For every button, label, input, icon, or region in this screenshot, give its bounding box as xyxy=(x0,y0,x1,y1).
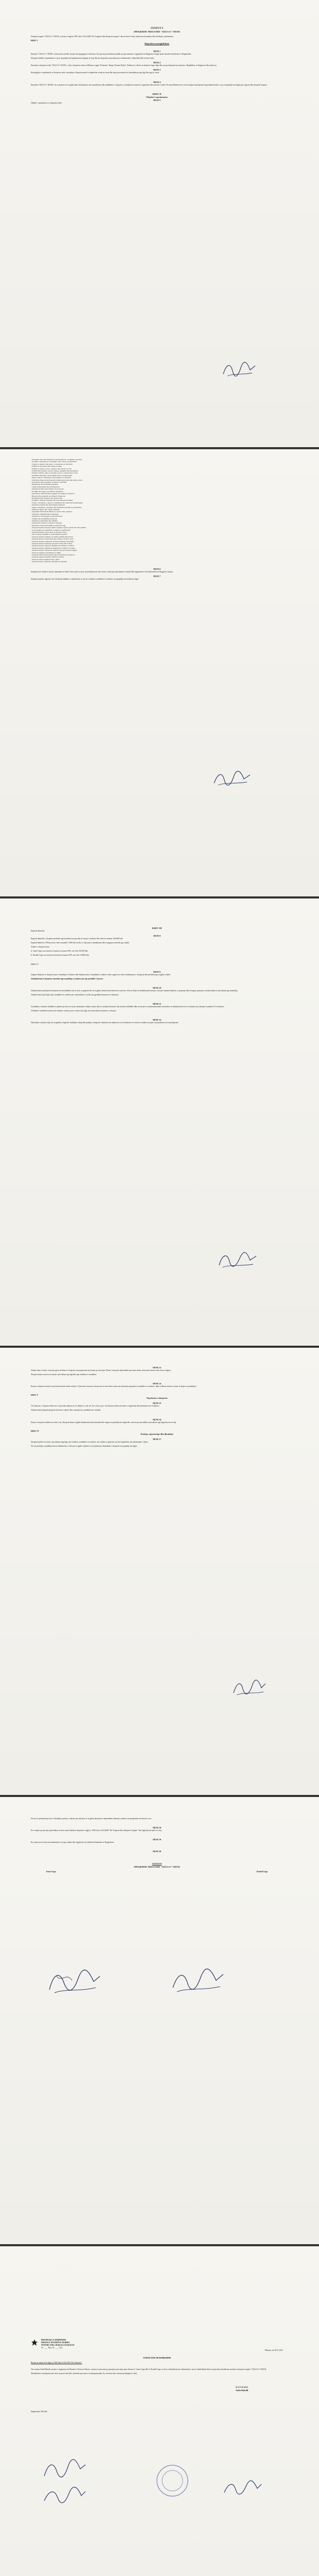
neni-19-text-a: Per ceshtjet qe nuk jane parashikuar ne kete statut zbatohen dispozitat e ligjit nr. 9901 date 14.04.2008 "Per Tregtaret dhe Shoqerite Tregtare" dhe legjislacioni tjeter ne fuqi. xyxy=(31,1829,162,1832)
activity-list-item: - Punime hidroteknike, kanale vaditese, ujesjelles dhe kanalizime xyxy=(31,470,78,472)
neni-1-text2: Shoqeria zhvillon veprimtarine e saj ne perputhje me legjislacionin shqiptar ne fuqi dhe me dispozitat e percaktuara ne dokumentet e themelimit dhe ne kete statut. xyxy=(31,57,155,60)
neni-8-text2: Kapitali ndahet ne 100 kuota me vlere nominale 1.000 leke secila, te cilat jane te nenshkruara dhe te paguara teresisht nga ortaket. xyxy=(31,942,130,944)
neni-20-heading: NENI 20 xyxy=(152,1850,162,1853)
activity-list-item: - Trajnim dhe kualifikim profesional xyxy=(31,517,58,520)
neni-20-text-a: Ky statut hyn ne fuqi me nenshkrimin e tij nga ortaket dhe regjistrohet ne Qendren Kombetare te Regjistrimit. xyxy=(31,1841,115,1844)
neni-10-text2: Administratori jep llogari para asamblese se ortakeve per veprimtarine e tij dhe per gjendjen financiare te shoqerise. xyxy=(31,993,119,996)
neni-10-text: Administratori perfaqeson shoqerine ne marredheniet me te trete, ne gjykate dhe ne te gjitha institucionet shteterore e private. Ai ka te drejte te nenshkruaje kontrata, te kryeje veprime bankare, te punesoje dhe te largoje punonjes, brenda kufijve te percaktuar nga asambleja. xyxy=(31,989,238,992)
page-1 xyxy=(0,0,319,448)
signature-party-1 xyxy=(41,2458,87,2483)
activity-list-item: - Perfaqesim i firmave te huaja ne Shqiperi xyxy=(31,522,62,524)
activity-list-item: - Shoqeria mban librat kontabel sipas standardeve kombetare xyxy=(31,554,75,556)
neni-8-heading: NENI 8 xyxy=(153,935,161,938)
signature-partner-2 xyxy=(170,1967,226,1998)
signature-page-3 xyxy=(216,1249,257,1272)
neni-18-intro: Ne rast se perfundon procesi i likuidimit, pasuria e mbetur pas shlyerjes se te gjitha detyrimeve shperndahet ndermjet ortakeve ne perpjesetim me kuotat e tyre. xyxy=(31,1818,152,1820)
activity-list-item: - Shoqeria zbaton rregullat e mbrojtjes se mjedisit xyxy=(31,561,67,563)
activity-list-item: - Sherbime sigurie dhe ruajtje objektesh xyxy=(31,508,60,511)
kreu-2-heading: KREU II xyxy=(152,92,162,95)
intro-text: Shoqeria tregtare "GEGA-G" SH.P.K. ne baze te ligjit nr 9901 date 14.04.2008 "Per Tregtaret dhe Shoqerite tregtare" dhe ne baze te ketij statuti jane themeluar dhe zhvillojne veprimtarine. xyxy=(31,36,174,38)
signature-party-2 xyxy=(41,2483,87,2509)
activity-list-item: - Sherbime te teknologjise se informacionit xyxy=(31,515,62,518)
neni-9-heading: NENI 9 xyxy=(153,970,161,973)
neni-15-text2: Administratori pergatit pasqyrat financiare vjetore dhe ia paraqet ato asamblese per miratim. xyxy=(31,1409,101,1412)
neni-11-heading: NENI 11 xyxy=(152,1003,162,1006)
neni-13-heading: NENI 13 xyxy=(152,1366,162,1369)
kreu-3-heading: KREU III xyxy=(152,927,162,929)
activity-list-item: - Sherbime transporti mallrash dhe udhetaresh brenda dhe jashte vendit xyxy=(31,479,82,481)
activity-list-item: - Shoqeria zbaton legjislacionin e punes xyxy=(31,558,60,561)
neni-2-text: Emertimi i shoqerise eshte "GEGA-G" SH.P.K., selia e shoqerise eshte ne Elbasan, Lagjja "Partizani", Rruga "Kozma Naska", Pallati nr.5, dhe ka te drejten te hape degë dhe zyra perfaqesimi ne territorin e Republikes se Shqiperise dhe jashte saj. xyxy=(31,64,217,67)
page-5 xyxy=(0,1797,319,2245)
certify-text: Une noterja Anila Bakalli, anetare e regjistruar ne Dhomen e Notereve Durres, vertetoj se personat qe paraqiten para meje jane shtetasit Z. Ismet Gega dhe Z. Rushdi Gega, te cilet u identifikuan me dokumentet e tyre te identifikimit dhe ne prani time nenshkruan statutin e shoqerise tregtare "GEGA-G" SH.P.K. xyxy=(31,2368,267,2370)
neni-14-text: Kuotat e shoqerise mund te tjetersohen lirisht midis ortakeve. Tjetersimi i kuotave tek persona te trete behet vetem me miratimin paraprak te asamblese se ortakeve, duke u dhene ortakeve te tjere te drejten e parablerjes. xyxy=(31,1385,197,1388)
neni-7-text: Shoqeria mund te zgjeroje ose te kufizoje objektin e veprimtarise se saj me vendim te asamblese se ortakeve, ne perputhje me kerkesat e ligjit. xyxy=(31,578,139,580)
partner-2-name: Rushdi Gega xyxy=(257,1871,268,1873)
activity-list-item: - Shoqeria mund te marre pjese ne shoqeri te tjera xyxy=(31,531,67,533)
notary-name: Anila Bakalli xyxy=(235,2388,249,2392)
neni-4-text: Emertimi "GEGA-G" SH.P.K. do te perdoret ne te gjitha aktet, dokumentet, korrespondencen dhe publikimet e shoqerise, se bashku me numrin e regjistrimit dhe adresen e selise. Ne marredheniet me te trete shoqeria perfaqesohet nga administratori i saj, ne perputhje me ligjin per tregtaret dhe shoqerite tregtare. xyxy=(31,83,268,86)
neni-6-heading: NENI 6 xyxy=(153,567,161,570)
neni-19-heading: NENI 19 xyxy=(152,1838,162,1841)
neni-1-heading: NENI 1 xyxy=(153,50,161,53)
neni-17-text: Shoqeria prishet ne rastet e percaktuara nga ligji, me vendim te asamblese se ortakeve, me vendim te gjykates ose kur kapitali bie nen minimumin e lejuar. xyxy=(31,1440,148,1443)
activity-list-item: - Shoqeria mund te marre kredi nga bankat e nivelit te dyte xyxy=(31,538,74,540)
activity-list-item: - Perpunim druri, mobilieri dhe artikuj druri xyxy=(31,497,63,499)
activity-list-item: - Instalime hidraulike, termoteknike dhe te kondicionimit xyxy=(31,474,73,477)
certify-text2: Nenshkrimet e mesiperme jane bere ne prani time dhe i perkasin personave te siperpermendur. Ky vertetim nuk verteton permbajtjen e aktit. xyxy=(31,2372,137,2375)
activity-list-item: - Sherbime reklamimi dhe marketingu xyxy=(31,513,59,515)
signature-page-4 xyxy=(232,1677,268,1698)
neni-15-text: Viti financiar i shoqerise fillon me 1 janar dhe mbaron me 31 dhjetor te cdo viti. Per vitin e pare, viti financiar fillon me daten e regjistrimit dhe perfundon me 31 dhjetor. xyxy=(31,1405,160,1408)
activity-list-item: - Organizim aktivitetesh kulturore, sportive dhe argetuese xyxy=(31,511,73,513)
neni-10-heading: NENI 10 xyxy=(152,986,162,989)
activity-list-item: - Agjenci imobiliare, shitblerje dhe qiradhenie pasurish te paluajtshme xyxy=(31,506,82,509)
certify-title: VERTETIM NENSHKRIMI xyxy=(143,2357,171,2360)
neni-8-text3: Ortaket e shoqerise jane: xyxy=(31,946,50,948)
neni-15-heading: NENI 15 xyxy=(152,1402,162,1405)
activity-list-item: - Prodhim i artikujve metalike dhe konstruksione metalike xyxy=(31,499,73,502)
activity-list-item: - Shoqeria mund te zgjeroje objektin me vendim te ortakeve xyxy=(31,545,75,547)
neni-5-heading: NENI 5 xyxy=(153,98,161,101)
activity-list-item: - Shoqeria mund te pajiset me licencat perkatese sipas ligjit xyxy=(31,540,74,543)
kreu-3-subtitle: Kapitali themeltar xyxy=(31,930,45,932)
neni-17-heading: NENI 17 xyxy=(152,1437,162,1440)
partner-1-name: Ismet Gega xyxy=(46,1871,56,1873)
kreu-6-subtitle: Prishja, riperteritja dhe likuidimi xyxy=(140,1432,173,1435)
neni-11-text2: Vendimet e asamblese merren me shumice votash, pervec rasteve kur ligji ose statuti kerkon shumice te cilesuar. xyxy=(31,1010,116,1012)
neni-8-text: Kapitali themeltar i shoqerise perbehet nga kontributi ne para dhe ne natyre i ortakeve dhe eshte ne shumen 100.000 leke. xyxy=(31,938,123,940)
signature-page-2 xyxy=(211,769,252,789)
activity-list-item: - Sherbime kontabiliteti dhe auditimi xyxy=(31,519,58,522)
statute-title: STATUT I xyxy=(150,27,164,30)
activity-list-item: - Ndertime civile dhe industriale, rikonstruksione, restaurime, riparime xyxy=(31,459,82,461)
owner-1: Z. Ismet Gega, me zoterim te kuotave ne masen 50%, me vlere 50.000 leke. xyxy=(31,950,88,953)
activity-list-item: - Shoqeria regjistron ndryshimet ne QKR xyxy=(31,551,61,554)
neni-9-text: Organet drejtuese te shoqerise jane: Asambleja e Ortakeve dhe Administratori. Asambleja e ortakeve eshte organi me i larte vendimmarres i shoqerise dhe perbehet nga te gjithe ortaket. xyxy=(31,973,171,976)
statute-label: STATUTI xyxy=(152,1862,162,1866)
registry-line: Nr. ____ Rep. Nr. ____ Kol. xyxy=(41,2347,63,2349)
activity-list-item: - Shoqeria mund te kryeje te gjitha veprimet tregtare, financiare dhe juridike xyxy=(31,527,86,529)
certify-subtitle: Bazuar ne nenin 22 te ligjit nr.7829 date 01.06.1994 "Per Noterine" xyxy=(31,2362,82,2364)
neni-9-text2: Administratori i shoqerise emerohet nga asambleja e ortakeve per nje periudhe 5 vjecare. xyxy=(31,977,103,980)
fee-line: Shpenzimet: 600 leke xyxy=(31,2410,47,2413)
activity-list-item: - Tregti me shumice dhe pakice e materialeve te ndertimit xyxy=(31,463,73,465)
activity-list-item: - Punime ne gervishtje dhe transporte dheu xyxy=(31,465,62,468)
signature-partner-1 xyxy=(46,1967,103,1998)
chamber-label: DHOMA E NOTEREVE DURRES xyxy=(41,2342,70,2344)
activity-list-item: - Mbikeqyrje dhe kolaudim punimesh xyxy=(31,483,58,486)
page-6 xyxy=(0,2246,319,2576)
date-place: Elbasan, me 06.07.2011 xyxy=(264,2349,283,2352)
owner-2: Z. Rushdi Gega, me zoterim te kuotave ne masen 50%, me vlere 50.000 leke. xyxy=(31,954,90,957)
activity-list-item: - Punime elektrike, linja te tensionit te ulet, te mesem dhe te larte xyxy=(31,472,78,474)
activity-list-item: - te nevojshme per realizimin e objektit te veprimtarise xyxy=(31,529,70,531)
activity-list-item: - Agrobiznes, kultivim dhe perpunim i produkteve bujqesore xyxy=(31,493,75,495)
activity-list-item: - Shoqeria mund te ngushtoje objektin me vendim te ortakeve xyxy=(31,547,76,549)
neni-18-heading: NENI 18 xyxy=(152,1826,162,1829)
activity-list-item: - Shoqeria mund te aplikoje ne tendera publike dhe private xyxy=(31,535,74,538)
kreu-1-subtitle: Dispozita te pergjithshme xyxy=(144,42,170,45)
neni-1-text: Shoqeria "GEGA-G" SH.P.K. eshte person juridik, shoqeri me pergjegjesi te kufizuar. Ajo gezon personalitetin juridik qe nga momenti i regjistrimit ne Regjistrin Tregtar prane Qendres Kombetare te Regjistrimit. xyxy=(31,53,192,56)
kreu-1-heading: KREU I xyxy=(31,40,38,42)
activity-list-item: - Import-eksport i makinerive dhe pajisjeve te ndertimit xyxy=(31,477,71,479)
activity-list-item: - Tregti karburantesh dhe lubrifikantesh xyxy=(31,485,60,488)
neni-3-text: Kohezgjatja e veprimtarise se shoqerise eshte e pacaktuar. Shoqeria mund te shperbehet vetem ne rastet dhe sipas procedurave te parashikuara nga ligji dhe nga ky statut. xyxy=(31,72,160,74)
signature-notary xyxy=(221,2478,262,2499)
neni-16-text: Dosjet e shoqerise mbahen ne selia e saj. Shoqeria mban te gjithe dokumentacionin kontabel dhe tregtar ne perputhje me ligjin dhe ruan ate per periudhen e percaktuar nga legjislacioni ne fuqi. xyxy=(31,1421,177,1423)
kreu-6-heading: KREU VI xyxy=(31,1430,39,1432)
notary-label: N O T E R E xyxy=(236,2385,248,2388)
neni-12-heading: NENI 12 xyxy=(152,1019,162,1022)
activity-list-item: - Konsulence dhe projektim ne fushen e ndertimit xyxy=(31,481,67,484)
neni-13-text2: Shoqeria krijon rezerva ne masen e percaktuar nga ligji dhe nga vendimet e asamblese. xyxy=(31,1374,97,1376)
page-2 xyxy=(0,449,319,897)
republic-label: REPUBLIKA E SHQIPERISE xyxy=(41,2339,66,2341)
activity-list-item: - Shoqeria paguan detyrimet tatimore ne kohe xyxy=(31,556,64,558)
activity-list-item: - Sherbime pastrimi dhe mirembajtje objektesh xyxy=(31,504,65,506)
neni-5-text: Objekti i veprimtarise se shoqerise eshte: xyxy=(31,101,62,104)
activity-list-item: - Aktivitete te tjera ekonomike te lejuara me ligj xyxy=(31,524,66,527)
activity-list-item: - Punime te rrugeve, urave, tuneleve dhe veprave te artit xyxy=(31,467,72,470)
activity-list-item: - Prodhim dhe tregti e produkteve ushqimore xyxy=(31,490,63,493)
albania-emblem-icon xyxy=(31,2339,38,2346)
activity-list-item: - dhe te krijoje bashkime te perkohshme shoqerish xyxy=(31,533,67,536)
activity-list-item: - Blegtori dhe perpunim i produkteve blegtorale xyxy=(31,495,66,497)
kreu-5-subtitle: Vepritaria e shoqerise xyxy=(146,1397,168,1400)
neni-12-text: Ndryshimi i statutit, rritja ose zvogelimi i kapitalit, bashkimi, ndarja dhe prishja e shoqerise vendosen me shumicen e tre te katertave te votave te ortakeve qe jane te pranishem ose te perfaqesuar. xyxy=(31,1022,179,1024)
neni-11-text: Asambleja e ortakeve mblidhet te pakten nje here ne vit per miratimin e bilancit vjetor dhe te rezultatit financiar. Ajo mund te mblidhet edhe ne menyre te jashtezakonshme me kerkese te administratorit ose te ortakeve qe zoterojne te pakten 5% te kuotave. xyxy=(31,1006,225,1008)
activity-list-item: - Sherbime hoteleri dhe turizmi, bar-restorant xyxy=(31,488,64,490)
office-label: NOTERE ANILA BAKALLI-ELBASAN xyxy=(41,2344,75,2347)
statute-company: SHOQERISE TREGTARE "GEGA-G" SH.P.K xyxy=(134,1866,180,1869)
neni-7-heading: NENI 7 xyxy=(153,574,161,578)
kreu-2-subtitle: Objekti i veprimtarise xyxy=(146,95,168,98)
activity-list-item: - Prodhim i materialeve te ndertimit, tulla, blloqe, parafabrikate xyxy=(31,461,77,463)
neni-17-text2: Ne rast prishjeje, asambleja emeron likuiduesin i cili kryen te gjitha veprimet e nevojshme per likuidimin e shoqerise ne perputhje me ligjin. xyxy=(31,1445,137,1447)
neni-4-heading: NENI 4 xyxy=(153,80,161,83)
notary-stamp-icon xyxy=(154,2463,190,2499)
kreu-4-heading: KREU IV xyxy=(31,963,39,965)
signature-page-1 xyxy=(221,361,257,379)
neni-14-heading: NENI 14 xyxy=(152,1382,162,1385)
neni-16-heading: NENI 16 xyxy=(152,1418,162,1421)
neni-2-heading: NENI 2 xyxy=(153,61,161,64)
page-4 xyxy=(0,1348,319,1796)
neni-3-heading: NENI 3 xyxy=(153,69,161,72)
neni-13-text: Ortaket kane te drejte te marrin pjese ne fitimet e shoqerise ne perpjesetim me kuotat qe zoterojne. Fitimi i shoqerise shperndahet pasi jane zbritur detyrimet tatimore dhe rezerva ligjore. xyxy=(31,1369,172,1371)
page-3 xyxy=(0,899,319,1347)
activity-list xyxy=(31,459,283,563)
neni-6-text: Shoqeria ka te drejte te kryeje veprimtari ne fusha te tjera pervec atyre te percaktuara ne kete statut, vetem pas ndryshimit te statutit dhe regjistrimit te ketij ndryshimi ne Regjistrin Tregtar. xyxy=(31,570,173,573)
kreu-5-heading: KREU V xyxy=(31,1394,39,1397)
company-line: SHOQERISE TREGTARE "GEGA-G" SH.P.K xyxy=(134,30,180,33)
activity-list-item: - Tregti e automjeteve, pjeseve te kembimit dhe sherbime mirembajtjeje xyxy=(31,501,83,504)
activity-list-item: - Shoqeria mund te ndryshoje objektin sipas procedurave ligjore xyxy=(31,549,77,552)
activity-list-item: - Shoqeria mund te punesoje personel vendas dhe te huaj xyxy=(31,543,72,545)
